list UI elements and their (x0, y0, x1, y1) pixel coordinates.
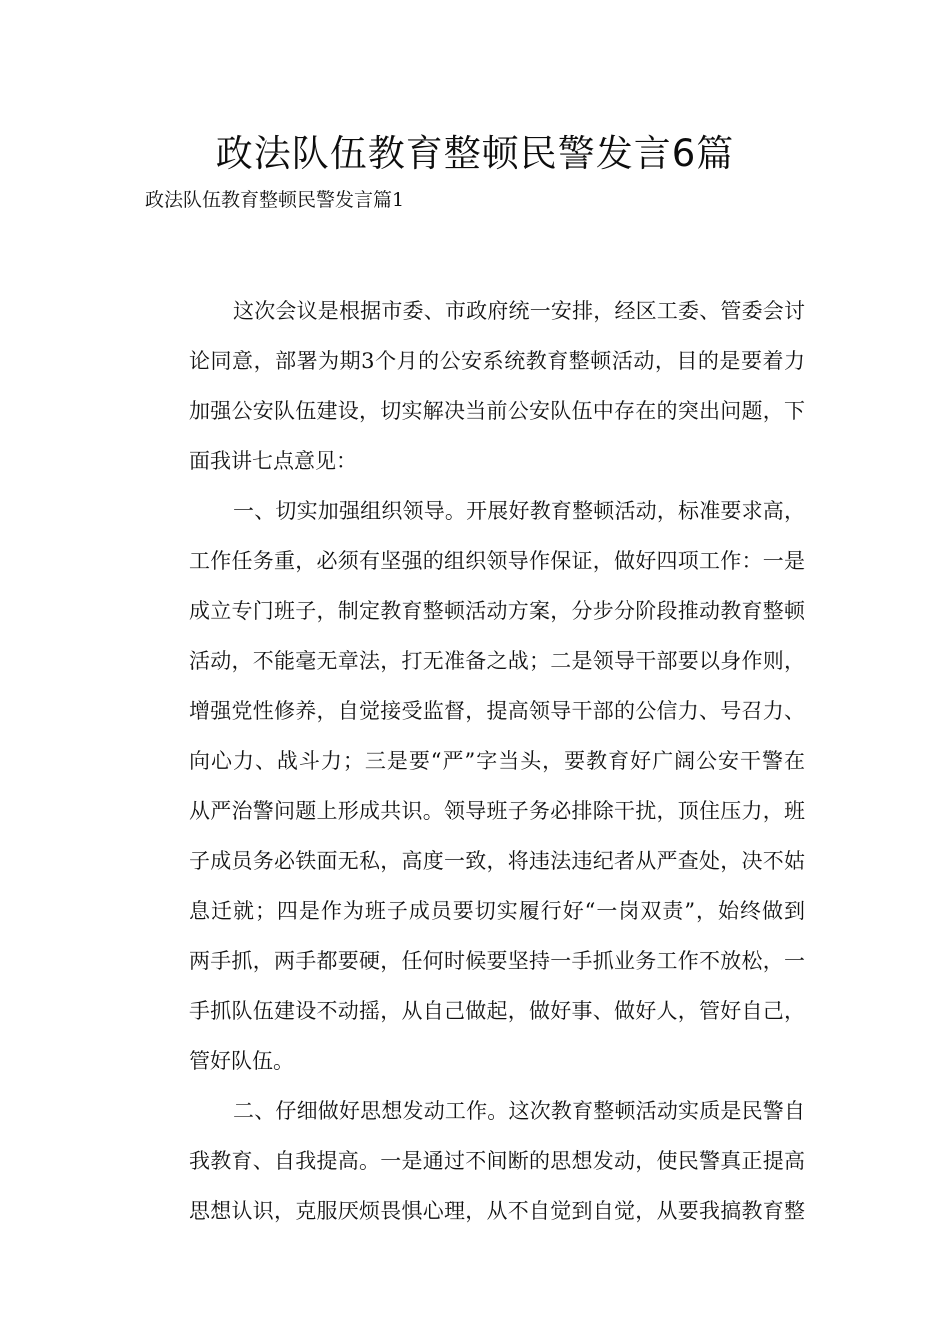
paragraph-line: 管好队伍。 (189, 1049, 294, 1073)
paragraph-intro (145, 286, 805, 486)
paragraph-line: 两手抓，两手都要硬，任何时候要坚持一手抓业务工作不放松，一 (189, 949, 805, 973)
paragraph-line: 面我讲七点意见： (189, 449, 357, 473)
paragraph-point-one (145, 486, 805, 1086)
paragraph-line: 一、切实加强组织领导。开展好教育整顿活动，标准要求高， (233, 499, 805, 523)
paragraph-line: 论同意，部署为期3个月的公安系统教育整顿活动，目的是要着力 (189, 349, 805, 373)
paragraph-line: 加强公安队伍建设，切实解决当前公安队伍中存在的突出问题，下 (189, 399, 805, 423)
document-title: 政法队伍教育整顿民警发言6篇 (215, 132, 735, 175)
paragraph-line: 工作任务重，必须有坚强的组织领导作保证，做好四项工作：一是 (189, 549, 805, 573)
paragraph-line: 活动，不能毫无章法，打无准备之战；二是领导干部要以身作则， (189, 649, 805, 673)
document-subtitle: 政法队伍教育整顿民警发言篇1 (145, 189, 405, 211)
paragraph-line: 成立专门班子，制定教育整顿活动方案，分步分阶段推动教育整顿 (189, 599, 805, 623)
paragraph-point-two (145, 1086, 805, 1236)
paragraph-line: 我教育、自我提高。一是通过不间断的思想发动，使民警真正提高 (189, 1149, 805, 1173)
paragraph-line: 二、仔细做好思想发动工作。这次教育整顿活动实质是民警自 (233, 1099, 805, 1123)
document-body (145, 286, 805, 1236)
paragraph-line: 向心力、战斗力；三是要“严”字当头，要教育好广阔公安干警在 (189, 749, 805, 773)
paragraph-line: 增强党性修养，自觉接受监督，提高领导干部的公信力、号召力、 (189, 699, 805, 723)
paragraph-line: 这次会议是根据市委、市政府统一安排，经区工委、管委会讨 (233, 299, 805, 323)
paragraph-line: 子成员务必铁面无私，高度一致，将违法违纪者从严查处，决不姑 (189, 849, 805, 873)
paragraph-line: 息迁就；四是作为班子成员要切实履行好“一岗双责”，始终做到 (189, 899, 805, 923)
paragraph-line: 思想认识，克服厌烦畏惧心理，从不自觉到自觉，从要我搞教育整 (189, 1199, 805, 1223)
paragraph-line: 从严治警问题上形成共识。领导班子务必排除干扰，顶住压力，班 (189, 799, 805, 823)
paragraph-line: 手抓队伍建设不动摇，从自己做起，做好事、做好人，管好自己， (189, 999, 805, 1023)
